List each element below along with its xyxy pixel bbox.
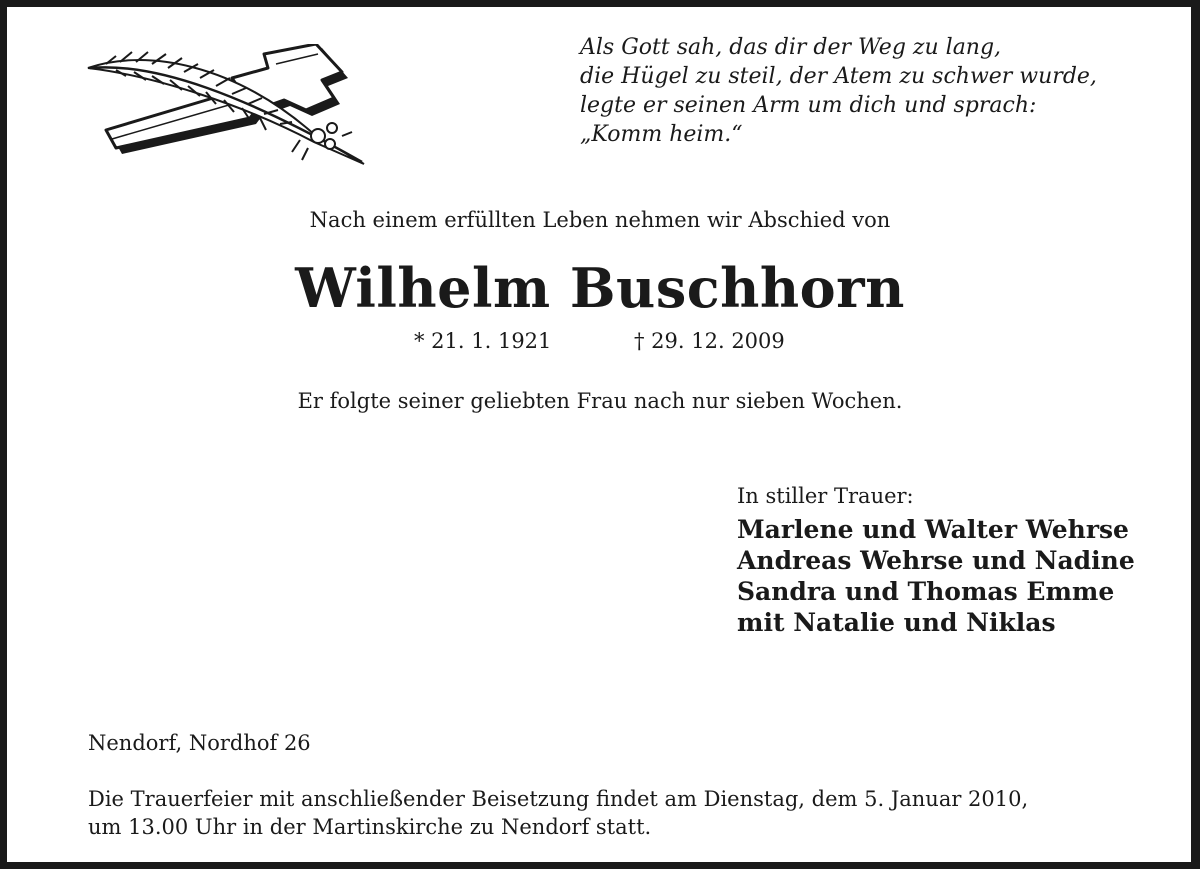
service-line: um 13.00 Uhr in der Martinskirche zu Nendorf statt. [88, 815, 652, 839]
verse-line: die Hügel zu steil, der Atem zu schwer wurde, [580, 64, 1097, 89]
verse-line: Als Gott sah, das dir der Weg zu lang, [580, 35, 1002, 60]
verse-line: legte er seinen Arm um dich und sprach: [580, 93, 1037, 118]
mourner-line: Sandra und Thomas Emme [737, 577, 1115, 606]
verse-line: „Komm heim.“ [580, 122, 743, 147]
cross-with-palm-branch-icon [86, 44, 368, 174]
mourners-list [737, 514, 1135, 638]
address: Nendorf, Nordhof 26 [88, 731, 311, 755]
mourning-label: In stiller Trauer: [737, 484, 914, 508]
farewell-intro: Nach einem erfüllten Leben nehmen wir Abschied von [309, 208, 891, 232]
mourner-line: mit Natalie und Niklas [737, 608, 1056, 637]
funeral-service-info [88, 785, 1148, 841]
birth-date: * 21. 1. 1921 [414, 329, 552, 353]
service-line: Die Trauerfeier mit anschließender Beisetzung findet am Dienstag, dem 5. Januar 2010, [88, 787, 1029, 811]
mourner-line: Marlene und Walter Wehrse [737, 515, 1129, 544]
deceased-name: Wilhelm Buschhorn [295, 256, 905, 320]
mourner-line: Andreas Wehrse und Nadine [737, 546, 1135, 575]
followed-note: Er folgte seiner geliebten Frau nach nur sieben Wochen. [297, 389, 903, 413]
death-date: † 29. 12. 2009 [634, 329, 785, 353]
verse [580, 33, 1140, 149]
